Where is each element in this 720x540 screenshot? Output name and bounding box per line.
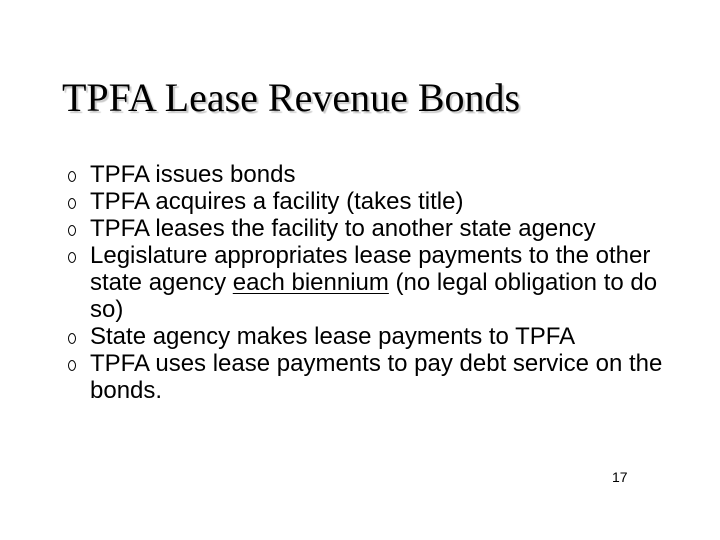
hollow-circle-icon (68, 360, 76, 371)
list-item (78, 242, 678, 323)
bullet-text: TPFA uses lease payments to pay debt service on the bonds. (90, 350, 663, 404)
bullet-text: TPFA issues bonds (90, 161, 296, 188)
hollow-circle-icon (68, 198, 76, 209)
list-item (78, 215, 678, 242)
list-item (78, 350, 678, 404)
bullet-list (78, 161, 678, 404)
bullet-text-before: Legislature appropriates lease payments to the other state agency (90, 242, 651, 296)
list-item (78, 323, 678, 350)
slide-title: TPFA Lease Revenue Bonds (62, 75, 521, 120)
bullet-text: State agency makes lease payments to TPFA (90, 323, 576, 350)
hollow-circle-icon (68, 252, 76, 263)
bullet-text: TPFA leases the facility to another state agency (90, 215, 596, 242)
bullet-text: TPFA acquires a facility (takes title) (90, 188, 464, 215)
page-number: 17 (612, 469, 628, 485)
hollow-circle-icon (68, 225, 76, 236)
hollow-circle-icon (68, 171, 76, 182)
list-item (78, 161, 678, 188)
hollow-circle-icon (68, 333, 76, 344)
bullet-text-underlined: each biennium (232, 269, 389, 296)
list-item (78, 188, 678, 215)
bullet-text-after: (no legal obligation to do so) (90, 269, 658, 323)
